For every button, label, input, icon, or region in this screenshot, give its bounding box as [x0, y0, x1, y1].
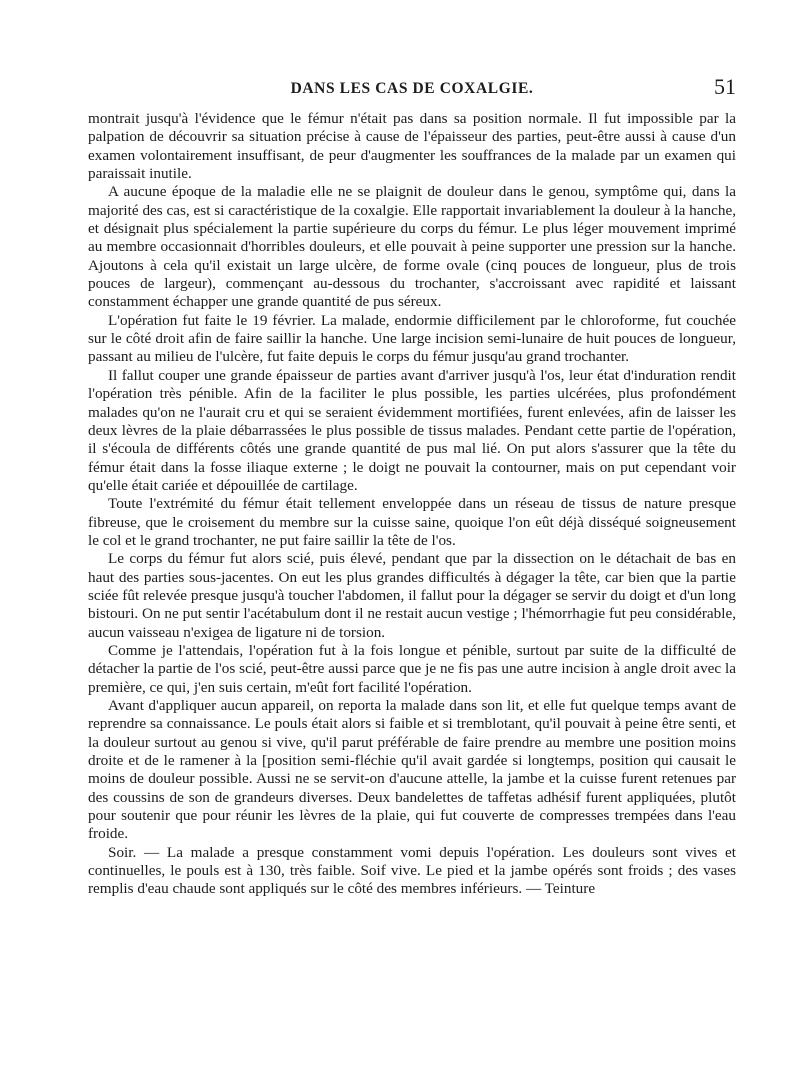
running-title: DANS LES CAS DE COXALGIE.: [290, 80, 534, 97]
paragraph: Soir. — La malade a presque constamment vomi depuis l'opération. Les douleurs sont vives et continuelles, le pouls est à 130, très faible. Soif vive. Le pied et la jambe opérés sont froids ; des vases remplis d'eau chaude sont appliqués sur le côté des membres inférieurs. — Teinture: [88, 843, 736, 898]
paragraph: Il fallut couper une grande épaisseur de parties avant d'arriver jusqu'à l'os, leur état d'induration rendit l'opération très pénible. Afin de la faciliter le plus possible, les parties ulcérées, plus profondément malades qu'on ne l'aurait cru et qui se seraient évidemment mortifiées, furent enlevées, afin de laisser les deux lèvres de la plaie débarrassées le plus possible de tissus malades. Pendant cette partie de l'opération, il s'écoula de différents côtés une grande quantité de pus mal lié. On put alors s'assurer que la tête du fémur était dans la fosse iliaque externe ; le doigt ne pouvait la contourner, mais on put cependant voir qu'elle était cariée et dépouillée de cartilage.: [88, 366, 736, 494]
running-head: [88, 74, 736, 102]
paragraph: A aucune époque de la maladie elle ne se plaignit de douleur dans le genou, symptôme qui, dans la majorité des cas, est si caractéristique de la coxalgie. Elle rapportait invariablement la douleur à la hanche, et désignait plus spécialement la partie supérieure du corps du fémur. Le plus léger mouvement imprimé au membre occasionnait d'horribles douleurs, et elle pouvait à peine supporter une pression sur la hanche. Ajoutons à cela qu'il existait un large ulcère, de forme ovale (cinq pouces de longueur, plus de trois pouces de largeur), commençant au-dessous du trochanter, s'accroissant avec rapidité et laissant constamment échapper une grande quantité de pus séreux.: [88, 183, 736, 311]
paragraph: Avant d'appliquer aucun appareil, on reporta la malade dans son lit, et elle fut quelque temps avant de reprendre sa connaissance. Le pouls était alors si faible et si tremblotant, qu'il pouvait à peine être senti, et la douleur surtout au genou si vive, qu'il parut préférable de faire prendre au membre une position moins droite et de le ramener à la [position semi-fléchie qu'il avait gardée si longtemps, position qui causait le moins de douleur possible. Aussi ne se servit-on d'aucune attelle, la jambe et la cuisse furent retenues par des coussins de son de grandeurs diverses. Deux bandelettes de taffetas adhésif furent appliquées, plutôt pour soutenir que pour réunir les lèvres de la plaie, qui fut couverte de compresses trempées dans l'eau froide.: [88, 697, 736, 843]
paragraph: Toute l'extrémité du fémur était tellement enveloppée dans un réseau de tissus de nature presque fibreuse, que le croisement du membre sur la cuisse saine, quoique l'on eût déjà disséqué soigneusement le col et le grand trochanter, ne put faire saillir la tête de l'os.: [88, 495, 736, 549]
page-number: 51: [714, 74, 736, 99]
paragraph: montrait jusqu'à l'évidence que le fémur n'était pas dans sa position normale. Il fut impossible par la palpation de découvrir sa situation précise à cause de l'épaisseur des parties, peut-être aussi à cause d'un examen volontairement insuffisant, de peur d'augmenter les souffrances de la malade par un examen qui paraissait inutile.: [88, 110, 736, 183]
paragraph: Comme je l'attendais, l'opération fut à la fois longue et pénible, surtout par suite de la difficulté de détacher la partie de l'os scié, peut-être aussi parce que je ne fis pas une autre incision à angle droit avec la première, ce qui, j'en suis certain, m'eût fort facilité l'opération.: [88, 641, 736, 696]
body-text: [88, 110, 736, 899]
paragraph: Le corps du fémur fut alors scié, puis élevé, pendant que par la dissection on le détachait de bas en haut des parties sous-jacentes. On eut les plus grandes difficultés à dégager la tête, car bien que la partie sciée fût relevée presque jusqu'à toucher l'abdomen, il fallut pour la dégager se servir du doigt et d'un long bistouri. On ne put sentir l'acétabulum dont il ne restait aucun vestige ; l'hémorrhagie fut peu considérable, aucun vaisseau n'exigea de ligature ni de torsion.: [88, 550, 736, 641]
paragraph: L'opération fut faite le 19 février. La malade, endormie difficilement par le chloroforme, fut couchée sur le côté droit afin de faire saillir la hanche. Une large incision semi-lunaire de huit pouces de longueur, passant au milieu de l'ulcère, fut faite depuis le corps du fémur jusqu'au grand trochanter.: [88, 311, 736, 366]
